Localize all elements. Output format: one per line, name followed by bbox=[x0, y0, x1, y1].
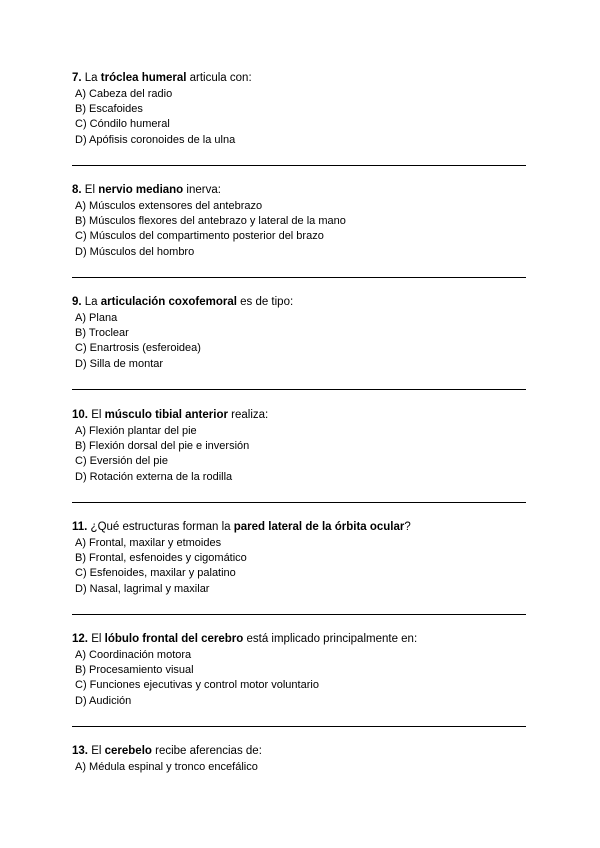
option-d: D) Rotación externa de la rodilla bbox=[75, 470, 233, 483]
separator-line bbox=[72, 614, 526, 615]
option-d: D) Audición bbox=[75, 694, 132, 707]
separator-line bbox=[72, 726, 526, 727]
key-term: músculo tibial anterior bbox=[104, 409, 228, 421]
key-term: lóbulo frontal del cerebro bbox=[104, 633, 244, 645]
option-a: A) Cabeza del radio bbox=[75, 88, 173, 100]
key-term: nervio mediano bbox=[98, 184, 184, 196]
key-term: tróclea humeral bbox=[100, 72, 187, 84]
question-number: 11. bbox=[72, 521, 88, 533]
question-stem: 10. El músculo tibial anterior realiza: bbox=[72, 409, 269, 421]
option-a: A) Músculos extensores del antebrazo bbox=[75, 200, 263, 212]
option-b: B) Flexión dorsal del pie e inversión bbox=[75, 440, 250, 453]
question-stem: 8. El nervio mediano inerva: bbox=[72, 184, 221, 196]
question-number: 10. bbox=[72, 409, 88, 421]
question-stem: 9. La articulación coxofemoral es de tipo: bbox=[72, 296, 294, 308]
option-b: B) Troclear bbox=[75, 327, 129, 340]
option-c: C) Músculos del compartimento posterior del brazo bbox=[75, 230, 324, 243]
option-a: A) Médula espinal y tronco encefálico bbox=[75, 761, 258, 773]
option-d: D) Apófisis coronoides de la ulna bbox=[75, 133, 236, 146]
key-term: cerebelo bbox=[104, 745, 152, 757]
option-b: B) Frontal, esfenoides y cigomático bbox=[75, 552, 247, 565]
question-8 bbox=[72, 183, 526, 260]
question-11 bbox=[72, 520, 526, 597]
option-c: C) Enartrosis (esferoidea) bbox=[75, 342, 201, 355]
option-b: B) Escafoides bbox=[75, 103, 143, 116]
option-c: C) Eversión del pie bbox=[75, 455, 168, 468]
option-a: A) Plana bbox=[75, 312, 118, 324]
question-12 bbox=[72, 632, 526, 709]
question-number: 13. bbox=[72, 745, 88, 757]
question-stem: 12. El lóbulo frontal del cerebro está implicado principalmente en: bbox=[72, 633, 418, 645]
option-d: D) Nasal, lagrimal y maxilar bbox=[75, 582, 210, 595]
question-number: 7. bbox=[72, 72, 82, 84]
option-a: A) Coordinación motora bbox=[75, 649, 192, 661]
question-9 bbox=[72, 295, 526, 372]
question-7 bbox=[72, 71, 526, 148]
option-c: C) Funciones ejecutivas y control motor voluntario bbox=[75, 679, 319, 692]
key-term: pared lateral de la órbita ocular bbox=[233, 521, 405, 533]
question-stem: 13. El cerebelo recibe aferencias de: bbox=[72, 745, 262, 757]
option-d: D) Músculos del hombro bbox=[75, 245, 195, 258]
option-c: C) Cóndilo humeral bbox=[75, 118, 170, 131]
option-d: D) Silla de montar bbox=[75, 357, 164, 370]
key-term: articulación coxofemoral bbox=[100, 296, 237, 308]
option-b: B) Procesamiento visual bbox=[75, 664, 194, 677]
option-a: A) Flexión plantar del pie bbox=[75, 425, 197, 437]
question-number: 12. bbox=[72, 633, 88, 645]
separator-line bbox=[72, 277, 526, 278]
question-stem: 11. ¿Qué estructuras forman la pared lateral de la órbita ocular? bbox=[72, 521, 411, 533]
separator-line bbox=[72, 165, 526, 166]
separator-line bbox=[72, 502, 526, 503]
question-stem: 7. La tróclea humeral articula con: bbox=[72, 72, 252, 84]
option-b: B) Músculos flexores del antebrazo y lateral de la mano bbox=[75, 215, 346, 228]
question-10 bbox=[72, 408, 526, 485]
option-c: C) Esfenoides, maxilar y palatino bbox=[75, 567, 236, 580]
option-a: A) Frontal, maxilar y etmoides bbox=[75, 537, 222, 549]
question-number: 9. bbox=[72, 296, 82, 308]
question-13 bbox=[72, 744, 526, 775]
separator-line bbox=[72, 389, 526, 390]
question-number: 8. bbox=[72, 184, 82, 196]
